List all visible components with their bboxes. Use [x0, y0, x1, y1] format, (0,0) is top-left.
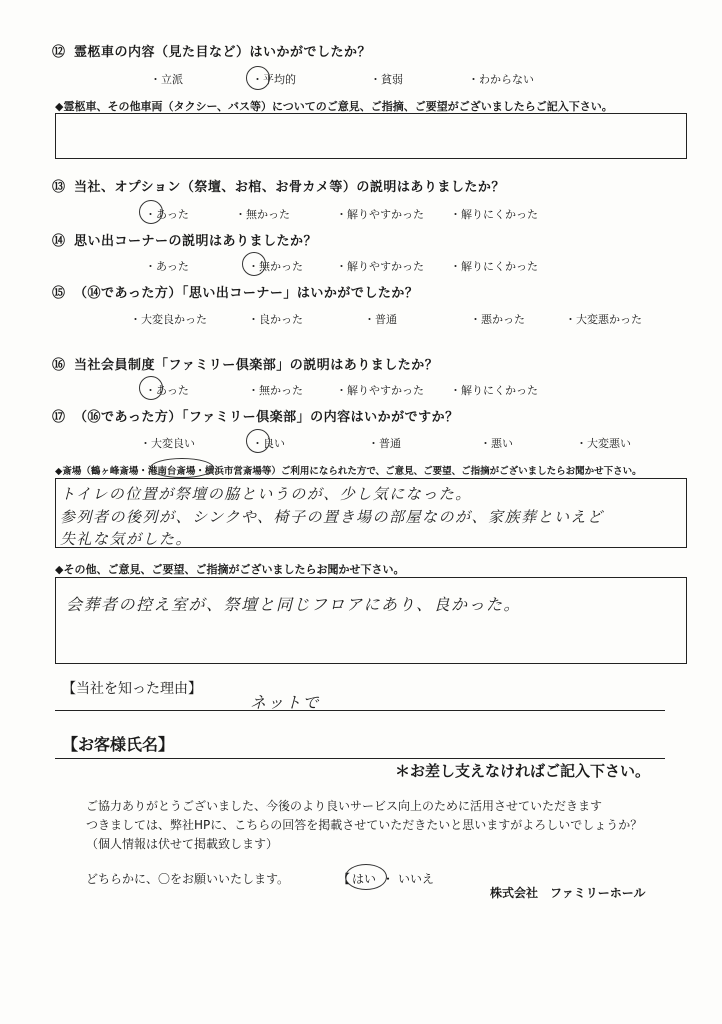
q17-option-2[interactable]: ・ 良い: [252, 435, 285, 451]
consent-yes[interactable]: はい: [352, 872, 377, 886]
other-comment-box[interactable]: [55, 577, 687, 664]
q13-option-3[interactable]: ・ 解りやすかった: [336, 206, 424, 222]
q12-question: ⑫ 霊柩車の内容（見た目など）はいかがでしたか？: [52, 45, 372, 60]
q12-option-3[interactable]: ・ 貧弱: [370, 71, 403, 87]
q13-selection-circle: [139, 200, 163, 224]
q14-option-3[interactable]: ・ 解りやすかった: [336, 258, 424, 274]
q14-option-2[interactable]: ・ 無かった: [248, 258, 303, 274]
q13-option-1[interactable]: ・ あった: [145, 206, 189, 222]
other-comment-label: ◆ その他、ご意見、ご要望、ご指摘がございましたらお聞かせ下さい。: [55, 561, 404, 577]
crematorium-answer-line-2: 参列者の後列が、シンクや、椅子の置き場の部屋なのが、家族葬といえど: [60, 508, 604, 526]
q17-option-5[interactable]: ・ 大変悪い: [576, 435, 631, 451]
q13-question: ⑬ 当社、オプション（祭壇、お棺、お骨カメ等）の説明はありましたか？: [52, 180, 505, 195]
q15-option-4[interactable]: ・ 悪かった: [470, 311, 525, 327]
q14-question: ⑭ 思い出コーナーの説明はありましたか？: [52, 234, 318, 249]
q12-selection-circle: [246, 66, 270, 90]
consent-no[interactable]: いいえ: [398, 872, 435, 886]
q15-option-1[interactable]: ・ 大変良かった: [130, 311, 207, 327]
q17-question: ⑰ （⑯であった方）「ファミリー倶楽部」の内容はいかがですか？: [52, 410, 459, 425]
company-name: 株式会社 ファミリーホール: [490, 886, 646, 900]
q16-question: ⑯ 当社会員制度「ファミリー倶楽部」の説明はありましたか？: [52, 358, 439, 373]
closing-line-3: （個人情報は伏せて掲載致します）: [86, 837, 279, 851]
reason-underline: [55, 710, 665, 711]
hearse-comment-label: ◆ 霊柩車、その他車両（タクシー、バス等）についてのご意見、ご指摘、ご要望がございましたらご記入下さい。: [55, 98, 613, 114]
reason-answer: ネットで: [250, 693, 321, 712]
q12-option-4[interactable]: ・ わからない: [468, 71, 534, 87]
q14-option-4[interactable]: ・ 解りにくかった: [450, 258, 538, 274]
customer-name-underline[interactable]: [55, 758, 665, 759]
customer-name-label: 【お客様氏名】: [62, 735, 175, 754]
q17-option-4[interactable]: ・ 悪い: [480, 435, 513, 451]
q17-option-1[interactable]: ・ 大変良い: [140, 435, 195, 451]
q15-option-5[interactable]: ・ 大変悪かった: [565, 311, 642, 327]
crematorium-answer-line-3: 失礼な気がした。: [60, 530, 193, 548]
q14-selection-circle: [242, 252, 266, 276]
consent-prompt: どちらかに、〇をお願いいたします。: [86, 872, 290, 886]
q16-option-2[interactable]: ・ 無かった: [248, 382, 303, 398]
hearse-comment-box[interactable]: [55, 113, 687, 159]
crematorium-selection-circle: [150, 458, 214, 478]
closing-line-1: ご協力ありがとうございました、今後のより良いサービス向上のために活用させていただきます: [86, 799, 603, 813]
q16-option-3[interactable]: ・ 解りやすかった: [336, 382, 424, 398]
q12-option-1[interactable]: ・ 立派: [150, 71, 183, 87]
q12-option-2[interactable]: ・ 平均的: [252, 71, 296, 87]
q13-option-2[interactable]: ・ 無かった: [235, 206, 290, 222]
customer-name-note: ＊お差し支えなければご記入下さい。: [395, 762, 651, 780]
q16-selection-circle: [139, 376, 163, 400]
q15-option-3[interactable]: ・ 普通: [364, 311, 397, 327]
q16-option-4[interactable]: ・ 解りにくかった: [450, 382, 538, 398]
crematorium-comment-box[interactable]: [55, 478, 687, 548]
other-answer: 会葬者の控え室が、祭壇と同じフロアにあり、良かった。: [66, 595, 522, 614]
crematorium-answer-line-1: トイレの位置が祭壇の脇というのが、少し気になった。: [60, 485, 472, 503]
q17-selection-circle: [246, 429, 270, 453]
q14-option-1[interactable]: ・ あった: [145, 258, 189, 274]
q16-option-1[interactable]: ・ あった: [145, 382, 189, 398]
reason-label: 【当社を知った理由】: [62, 681, 202, 697]
q17-option-3[interactable]: ・ 普通: [368, 435, 401, 451]
q15-question: ⑮ （⑭であった方）「思い出コーナー」はいかがでしたか？: [52, 286, 419, 301]
consent-selection-circle: [345, 864, 387, 890]
q15-option-2[interactable]: ・ 良かった: [248, 311, 303, 327]
q13-option-4[interactable]: ・ 解りにくかった: [450, 206, 538, 222]
crematorium-comment-label: ◆ 斎場（鶴ヶ峰斎場・港南台斎場・横浜市営斎場等）ご利用になられた方で、ご意見、ご要望、ご指摘がございましたらお聞かせ下さい。: [55, 463, 642, 477]
closing-line-2: つきましては、弊社HPに、こちらの回答を掲載させていただきたいと思いますがよろしいでしょうか？: [86, 818, 643, 832]
consent-choices: 【 はい ・ いいえ: [338, 872, 435, 886]
